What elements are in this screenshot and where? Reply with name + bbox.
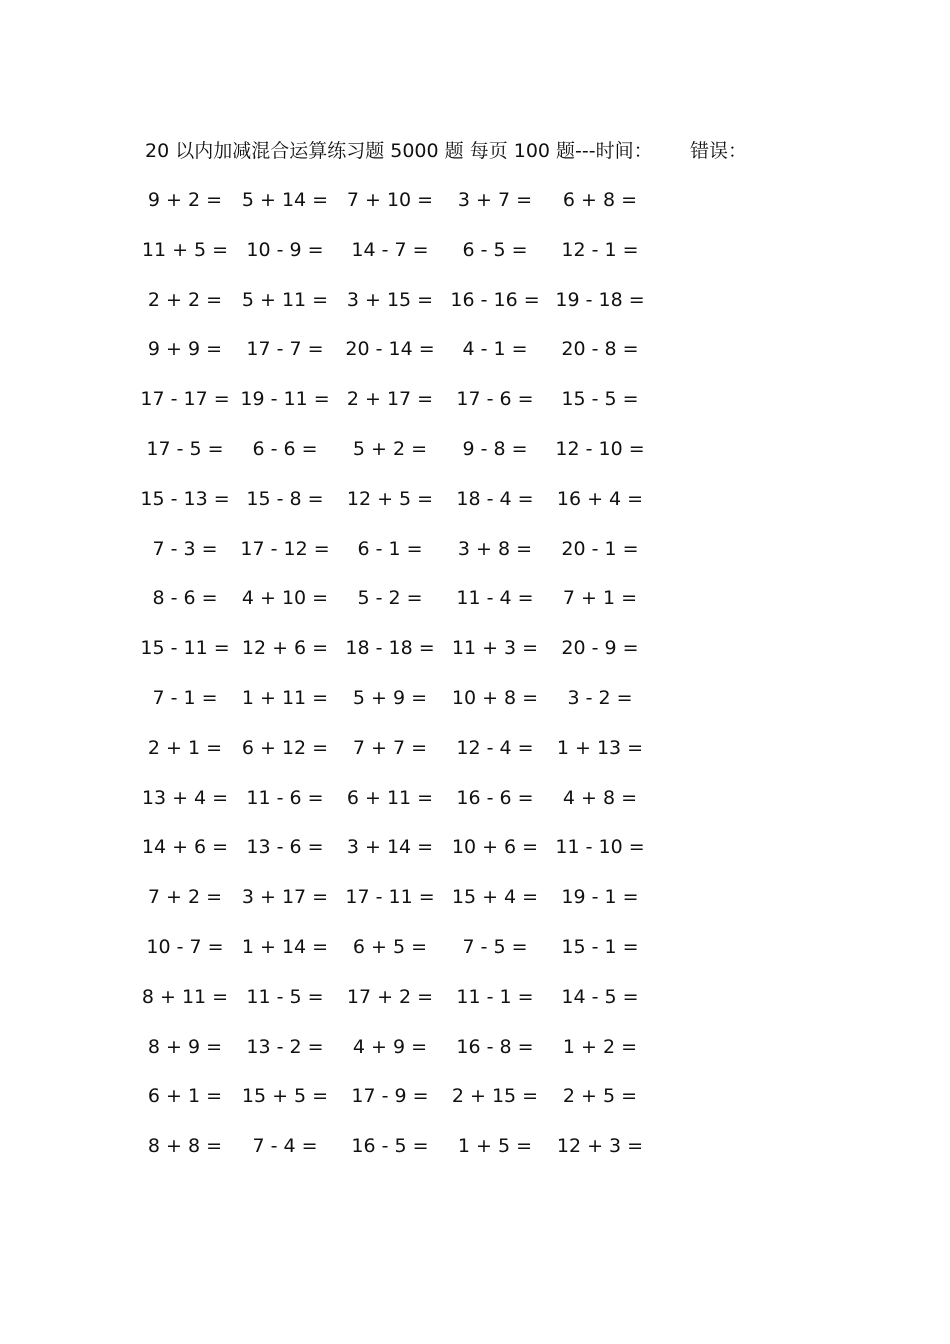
math-problem: 2 + 1 = bbox=[147, 736, 223, 759]
math-problem: 17 - 9 = bbox=[351, 1085, 429, 1108]
math-problem: 4 + 8 = bbox=[562, 786, 638, 809]
math-problem: 5 + 14 = bbox=[241, 189, 329, 211]
math-problem: 17 - 17 = bbox=[140, 388, 230, 411]
math-problem: 5 - 2 = bbox=[357, 587, 423, 610]
math-problem: 2 + 15 = bbox=[451, 1085, 539, 1108]
math-problem: 16 - 6 = bbox=[456, 786, 534, 809]
math-problem: 13 - 2 = bbox=[246, 1035, 324, 1058]
problem-row bbox=[0, 534, 950, 584]
math-problem: 3 - 2 = bbox=[567, 686, 633, 709]
math-problem: 10 - 7 = bbox=[146, 935, 224, 958]
math-problem: 1 + 14 = bbox=[241, 935, 329, 958]
math-problem: 16 - 8 = bbox=[456, 1035, 534, 1058]
math-problem: 5 + 9 = bbox=[352, 686, 428, 709]
math-problem: 6 + 5 = bbox=[352, 935, 428, 958]
math-problem: 6 - 5 = bbox=[462, 238, 528, 261]
math-problem: 20 - 1 = bbox=[561, 537, 639, 560]
math-problem: 4 + 9 = bbox=[352, 1035, 428, 1058]
math-problem: 11 - 10 = bbox=[555, 836, 645, 859]
math-problem: 17 + 2 = bbox=[346, 985, 434, 1008]
problem-row bbox=[0, 882, 950, 932]
math-problem: 19 - 1 = bbox=[561, 886, 639, 909]
math-problem: 20 - 9 = bbox=[561, 637, 639, 660]
problem-row bbox=[0, 384, 950, 434]
math-problem: 14 + 6 = bbox=[141, 836, 229, 859]
problem-row bbox=[0, 1131, 950, 1181]
math-problem: 6 + 1 = bbox=[147, 1085, 223, 1108]
math-problem: 7 + 1 = bbox=[562, 587, 638, 610]
math-problem: 7 + 7 = bbox=[352, 736, 428, 759]
problem-row bbox=[0, 185, 950, 235]
math-problem: 16 - 5 = bbox=[351, 1135, 429, 1158]
math-problem: 4 + 10 = bbox=[241, 587, 329, 610]
math-problem: 1 + 2 = bbox=[562, 1035, 638, 1058]
math-problem: 12 + 3 = bbox=[556, 1135, 644, 1158]
problem-row bbox=[0, 932, 950, 982]
math-problem: 14 - 7 = bbox=[351, 238, 429, 261]
math-problem: 4 - 1 = bbox=[462, 338, 528, 361]
errors-label: 错误： bbox=[690, 140, 748, 162]
math-problem: 3 + 8 = bbox=[457, 537, 533, 560]
math-problem: 18 - 4 = bbox=[456, 487, 534, 510]
math-problem: 5 + 2 = bbox=[352, 437, 428, 460]
math-problem: 1 + 11 = bbox=[241, 686, 329, 709]
math-problem: 17 - 6 = bbox=[456, 388, 534, 411]
math-problem: 12 - 1 = bbox=[561, 238, 639, 261]
math-problem: 7 - 1 = bbox=[152, 686, 218, 709]
math-problem: 6 + 12 = bbox=[241, 736, 329, 759]
math-problem: 8 + 8 = bbox=[147, 1135, 223, 1158]
math-problem: 20 - 8 = bbox=[561, 338, 639, 361]
math-problem: 9 + 2 = bbox=[147, 189, 223, 211]
math-problem: 11 - 6 = bbox=[246, 786, 324, 809]
math-problem: 2 + 17 = bbox=[346, 388, 434, 411]
math-problem: 12 - 4 = bbox=[456, 736, 534, 759]
math-problem: 5 + 11 = bbox=[241, 288, 329, 311]
math-problem: 6 + 11 = bbox=[346, 786, 434, 809]
math-problem: 16 - 16 = bbox=[450, 288, 540, 311]
math-problem: 15 + 5 = bbox=[241, 1085, 329, 1108]
math-problem: 12 + 5 = bbox=[346, 487, 434, 510]
math-problem: 11 - 5 = bbox=[246, 985, 324, 1008]
math-problem: 7 + 2 = bbox=[147, 886, 223, 909]
math-problem: 3 + 14 = bbox=[346, 836, 434, 859]
math-problem: 8 + 9 = bbox=[147, 1035, 223, 1058]
math-problem: 2 + 5 = bbox=[562, 1085, 638, 1108]
math-problem: 12 + 6 = bbox=[241, 637, 329, 660]
problem-row bbox=[0, 982, 950, 1032]
problem-row bbox=[0, 583, 950, 633]
problem-row bbox=[0, 832, 950, 882]
problem-row bbox=[0, 783, 950, 833]
math-problem: 17 - 12 = bbox=[240, 537, 330, 560]
math-problem: 15 - 8 = bbox=[246, 487, 324, 510]
math-problem: 8 - 6 = bbox=[152, 587, 218, 610]
math-problem: 9 - 8 = bbox=[462, 437, 528, 460]
math-problem: 11 + 3 = bbox=[451, 637, 539, 660]
math-problem: 15 - 1 = bbox=[561, 935, 639, 958]
math-problem: 6 - 1 = bbox=[357, 537, 423, 560]
math-problem: 15 + 4 = bbox=[451, 886, 539, 909]
math-problem: 10 + 8 = bbox=[451, 686, 539, 709]
problem-row bbox=[0, 484, 950, 534]
math-problem: 11 - 4 = bbox=[456, 587, 534, 610]
math-problem: 11 + 5 = bbox=[141, 238, 229, 261]
problem-row bbox=[0, 235, 950, 285]
math-problem: 16 + 4 = bbox=[556, 487, 644, 510]
math-problem: 15 - 5 = bbox=[561, 388, 639, 411]
math-problem: 1 + 5 = bbox=[457, 1135, 533, 1158]
math-problem: 7 - 5 = bbox=[462, 935, 528, 958]
math-problem: 14 - 5 = bbox=[561, 985, 639, 1008]
problem-row bbox=[0, 733, 950, 783]
problem-row bbox=[0, 683, 950, 733]
math-problem: 8 + 11 = bbox=[141, 985, 229, 1008]
math-problem: 15 - 13 = bbox=[140, 487, 230, 510]
math-problem: 10 - 9 = bbox=[246, 238, 324, 261]
worksheet-title: 20 以内加减混合运算练习题 5000 题 每页 100 题---时间： bbox=[145, 140, 653, 162]
math-problem: 2 + 2 = bbox=[147, 288, 223, 311]
problem-row bbox=[0, 285, 950, 335]
math-problem: 7 - 4 = bbox=[252, 1135, 318, 1158]
problem-row bbox=[0, 334, 950, 384]
math-problem: 18 - 18 = bbox=[345, 637, 435, 660]
problem-grid bbox=[0, 185, 950, 1181]
math-problem: 6 + 8 = bbox=[562, 189, 638, 211]
math-problem: 15 - 11 = bbox=[140, 637, 230, 660]
math-problem: 3 + 17 = bbox=[241, 886, 329, 909]
math-problem: 10 + 6 = bbox=[451, 836, 539, 859]
math-problem: 12 - 10 = bbox=[555, 437, 645, 460]
math-problem: 11 - 1 = bbox=[456, 985, 534, 1008]
math-problem: 1 + 13 = bbox=[556, 736, 644, 759]
problem-row bbox=[0, 434, 950, 484]
problem-row bbox=[0, 1081, 950, 1131]
math-problem: 13 + 4 = bbox=[141, 786, 229, 809]
problem-row bbox=[0, 1032, 950, 1082]
math-problem: 17 - 7 = bbox=[246, 338, 324, 361]
math-problem: 7 - 3 = bbox=[152, 537, 218, 560]
math-problem: 6 - 6 = bbox=[252, 437, 318, 460]
math-problem: 19 - 11 = bbox=[240, 388, 330, 411]
math-problem: 3 + 15 = bbox=[346, 288, 434, 311]
math-problem: 20 - 14 = bbox=[345, 338, 435, 361]
math-problem: 9 + 9 = bbox=[147, 338, 223, 361]
math-problem: 17 - 5 = bbox=[146, 437, 224, 460]
math-problem: 13 - 6 = bbox=[246, 836, 324, 859]
math-problem: 17 - 11 = bbox=[345, 886, 435, 909]
math-problem: 3 + 7 = bbox=[457, 189, 533, 211]
problem-row bbox=[0, 633, 950, 683]
worksheet-header bbox=[145, 136, 765, 166]
math-problem: 7 + 10 = bbox=[346, 189, 434, 211]
math-problem: 19 - 18 = bbox=[555, 288, 645, 311]
